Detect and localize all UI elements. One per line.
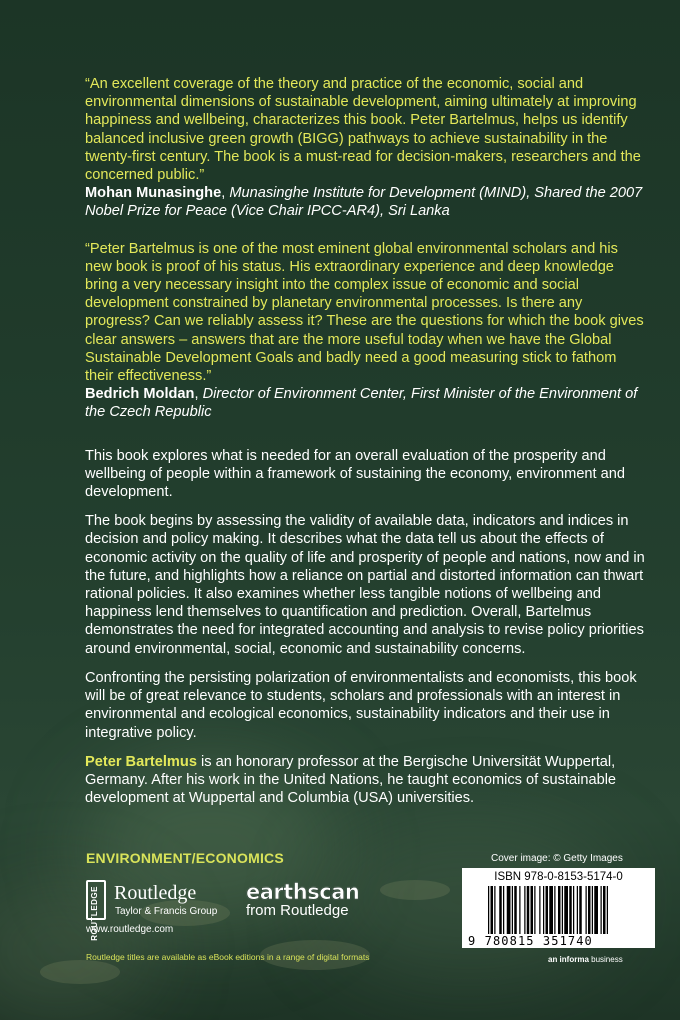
imprint-name: earthscan xyxy=(246,880,360,904)
description-paragraph-2: The book begins by assessing the validity of available data, indicators and indices in decision and policy making. It describes what the data tell us about the effects of economic activity on the quality of life and prosperity of people and nations, now and in the future, and highlights how a reliance on partial and distorted information can thwart rational policies. It also examines whether less tangible notions of wellbeing and happiness lend themselves to quantification and prediction. Overall, Bartelmus demonstrates the need for integrated accounting and analysis to revise policy priorities around environmental, social, economic and sustainability concerns. xyxy=(85,513,645,657)
subject-category: ENVIRONMENT/ECONOMICS xyxy=(86,850,284,866)
author-bio xyxy=(85,753,645,808)
endorser-name-2: Bedrich Moldan xyxy=(85,386,195,403)
informa-rest: business xyxy=(588,955,623,964)
routledge-mark-text: ROUTLEDGE xyxy=(90,886,99,941)
informa-bold: an informa xyxy=(548,955,589,964)
endorser-name-1: Mohan Munasinghe xyxy=(85,185,222,202)
author-bio-text: is an honorary professor at the Bergische Universität Wuppertal, Germany. After his work in the United Nations, he taught economics of sustainable development at Wuppertal and Columbia (USA) universities. xyxy=(85,753,617,807)
endorsement-quote-1: “An excellent coverage of the theory and practice of the economic, social and environmental dimensions of sustainable development, aiming ultimately at improving happiness and wellbeing, characterizes this book. Peter Bartelmus, helps us identify balanced inclusive green growth (BIGG) pathways to achieve sustainability in the twenty-first century. The book is a must-read for decision-makers, researchers and the concerned public.” xyxy=(85,76,641,184)
endorser-affiliation-1: Munasinghe Institute for Development (MIND), Shared the 2007 Nobel Prize for Peace (Vice Chair IPCC-AR4), Sri Lanka xyxy=(85,185,643,220)
cover-credit: Cover image: © Getty Images xyxy=(491,853,623,864)
earthscan-logo xyxy=(246,880,359,919)
ebook-note: Routledge titles are available as eBook editions in a range of digital formats xyxy=(86,952,370,962)
routledge-logo-icon xyxy=(86,880,106,941)
back-cover-text xyxy=(85,75,645,807)
barcode-icon xyxy=(488,886,644,934)
isbn-label: ISBN 978-0-8153-5174-0 xyxy=(494,871,623,883)
endorsement-attribution-1: Mohan Munasinghe, Munasinghe Institute for Development (MIND), Shared the 2007 Nobel Prize for Peace (Vice Chair IPCC-AR4), Sri Lanka xyxy=(85,185,643,220)
endorsement-quote-2: “Peter Bartelmus is one of the most eminent global environmental scholars and his new book is proof of his status. His extraordinary experience and deep knowledge bring a very necessary insight into the complex issue of economic and social development constrained by planetary environmental processes. Is there any progress? Can we reliably assess it? These are the questions for which the book gives clear answers – answers that are the more useful today when we have the Global Sustainable Development Goals and badly need a good measuring stick to fathom their effectiveness.” xyxy=(85,240,644,385)
imprint-sub: from Routledge xyxy=(246,902,349,919)
author-name: Peter Bartelmus xyxy=(85,753,197,770)
description-paragraph-1: This book explores what is needed for an overall evaluation of the prosperity and wellbeing of people within a framework of sustaining the economy, environment and development. xyxy=(85,447,626,501)
description-paragraph-3: Confronting the persisting polarization of environmentalists and economists, this book will be of great relevance to students, scholars and professionals with an interest in environmental and ecological economics, sustainability indicators and their use in integrative policy. xyxy=(85,669,637,741)
publisher-group: Taylor & Francis Group xyxy=(115,906,218,917)
endorser-affiliation-2: Director of Environment Center, First Minister of the Environment of the Czech Republic xyxy=(85,386,638,421)
endorsement-attribution-2: Bedrich Moldan, Director of Environment Center, First Minister of the Environment of the Czech Republic xyxy=(85,386,638,421)
barcode-digits: 9 780815 351740 xyxy=(468,934,593,948)
publisher-name: Routledge xyxy=(114,882,197,904)
informa-tagline xyxy=(548,955,623,964)
publisher-website: www.routledge.com xyxy=(86,924,174,935)
isbn-barcode xyxy=(462,868,655,948)
